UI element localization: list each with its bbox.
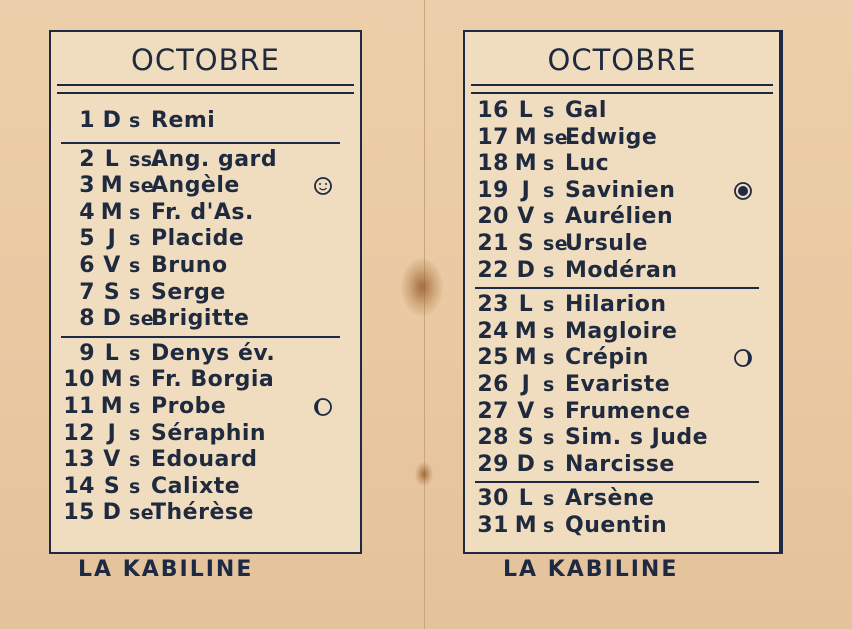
day-number: 11 [63,393,95,419]
day-row [51,394,360,421]
weekday-letter: M [514,512,538,538]
stain [415,462,433,486]
saint-name: Fr. Borgia [151,367,275,393]
month-title: OCTOBRE [547,43,697,77]
saint-prefix: s [129,369,141,392]
saint-prefix: s [543,373,555,396]
saint-name: Sim. s Jude [565,425,709,451]
weekday-letter: J [107,226,117,252]
day-list [465,94,779,540]
day-row [465,204,779,231]
week-divider [475,287,759,289]
saint-name: Angèle [151,173,240,199]
saint-prefix: s [129,110,141,132]
weekday-letter: S [103,473,121,499]
saint-name: Hilarion [565,292,667,318]
saint-name: Luc [565,151,610,177]
weekday-letter: D [516,451,536,477]
weekday-letter: M [514,318,538,344]
weekday-letter: L [518,292,534,318]
day-row [465,345,779,372]
day-row [51,200,360,227]
weekday-letter: M [100,199,124,225]
saint-prefix: s [129,228,141,251]
weekday-letter: V [517,398,535,424]
saint-prefix: se [129,308,155,331]
saint-name: Savinien [565,177,676,203]
saint-prefix: s [543,294,555,317]
weekday-letter: S [517,425,535,451]
day-number: 9 [79,340,95,366]
day-row [51,253,360,280]
saint-prefix: se [543,126,569,149]
day-number: 19 [477,177,509,203]
day-row [51,341,360,368]
full-moon-icon [313,176,333,196]
saint-prefix: s [543,206,555,229]
day-number: 23 [477,292,509,318]
day-row [51,367,360,394]
saint-name: Aurélien [565,204,674,230]
weekday-letter: M [514,151,538,177]
day-number: 27 [477,398,509,424]
weekday-letter: V [103,447,121,473]
weekday-letter: D [102,500,122,526]
day-row [51,108,360,135]
weekday-letter: D [102,306,122,332]
calendar-box-right [463,30,783,554]
day-number: 10 [63,367,95,393]
weekday-letter: V [103,252,121,278]
saint-prefix: s [543,453,555,476]
saint-name: Edwige [565,124,658,150]
weekday-letter: M [514,124,538,150]
saint-name: Placide [151,226,245,252]
saint-name: Bruno [151,252,228,278]
weekday-letter: L [104,146,120,172]
saint-prefix: s [543,427,555,450]
brand-footer: LA KABILINE [503,557,679,582]
saint-prefix: s [543,153,555,176]
day-list [51,94,360,527]
day-number: 6 [79,252,95,278]
weekday-letter: S [517,230,535,256]
day-row [51,421,360,448]
weekday-letter: D [102,108,122,133]
day-number: 24 [477,318,509,344]
weekday-letter: J [107,420,117,446]
saint-name: Thérèse [151,500,254,526]
last-quarter-moon-icon [313,397,333,417]
day-row [51,226,360,253]
saint-prefix: se [129,175,155,198]
day-row [51,147,360,174]
saint-prefix: s [543,320,555,343]
day-number: 1 [79,108,95,133]
day-row [465,231,779,258]
saint-name: Brigitte [151,306,250,332]
day-number: 7 [79,279,95,305]
day-row [465,178,779,205]
day-number: 2 [79,146,95,172]
saint-name: Remi [151,108,216,133]
double-rule [57,84,354,94]
stain [401,258,443,316]
saint-prefix: se [129,502,155,525]
day-row [465,151,779,178]
saint-prefix: se [543,232,569,255]
week-divider [61,142,340,144]
day-row [465,452,779,479]
saint-name: Evariste [565,371,671,397]
brand-footer: LA KABILINE [78,557,254,582]
day-number: 29 [477,451,509,477]
day-row [465,258,779,285]
saint-prefix: s [129,342,141,365]
saint-prefix: s [129,395,141,418]
weekday-letter: V [517,204,535,230]
day-row [51,474,360,501]
saint-name: Ursule [565,230,648,256]
weekday-letter: L [518,486,534,512]
saint-name: Edouard [151,447,258,473]
saint-prefix: s [543,514,555,537]
day-row [465,319,779,346]
saint-name: Crépin [565,345,649,371]
saint-prefix: s [129,449,141,472]
day-row [465,125,779,152]
weekday-letter: S [103,279,121,305]
saint-name: Modéran [565,257,678,283]
day-number: 12 [63,420,95,446]
saint-name: Fr. d'As. [151,199,254,225]
saint-name: Narcisse [565,451,675,477]
day-number: 15 [63,500,95,526]
saint-name: Denys év. [151,340,276,366]
saint-name: Frumence [565,398,691,424]
saint-name: Magloire [565,318,678,344]
day-number: 4 [79,199,95,225]
saint-name: Probe [151,393,227,419]
saint-name: Ang. gard [151,146,278,172]
saint-name: Séraphin [151,420,267,446]
day-number: 26 [477,371,509,397]
saint-prefix: s [129,254,141,277]
day-number: 22 [477,257,509,283]
double-rule [471,84,773,94]
weekday-letter: M [100,173,124,199]
day-number: 20 [477,204,509,230]
day-number: 16 [477,98,509,123]
day-number: 17 [477,124,509,150]
week-divider [475,481,759,483]
day-row [465,513,779,540]
saint-prefix: s [543,488,555,511]
weekday-letter: M [100,367,124,393]
day-row [465,98,779,125]
day-row [465,486,779,513]
saint-name: Serge [151,279,226,305]
saint-name: Gal [565,98,607,123]
day-number: 13 [63,447,95,473]
weekday-letter: M [514,345,538,371]
weekday-letter: L [104,340,120,366]
first-quarter-moon-icon [733,348,753,368]
day-row [51,306,360,333]
saint-prefix: s [543,347,555,370]
day-number: 14 [63,473,95,499]
calendar-box-left [49,30,362,554]
weekday-letter: J [521,177,531,203]
day-number: 25 [477,345,509,371]
day-row [465,372,779,399]
day-row [51,500,360,527]
saint-prefix: s [129,475,141,498]
day-row [465,425,779,452]
saint-prefix: s [129,201,141,224]
saint-prefix: ss. [129,148,161,171]
weekday-letter: L [518,98,534,123]
day-number: 28 [477,425,509,451]
saint-prefix: s [129,281,141,304]
saint-prefix: s [543,100,555,122]
saint-prefix: s [129,422,141,445]
day-row [465,292,779,319]
saint-name: Calixte [151,473,241,499]
day-number: 3 [79,173,95,199]
weekday-letter: J [521,371,531,397]
new-moon-icon [733,181,753,201]
day-row [51,280,360,307]
day-number: 31 [477,512,509,538]
day-number: 5 [79,226,95,252]
weekday-letter: M [100,393,124,419]
day-row [465,399,779,426]
day-row [51,447,360,474]
saint-name: Quentin [565,512,668,538]
saint-prefix: s [543,259,555,282]
day-number: 21 [477,230,509,256]
saint-prefix: s [543,400,555,423]
day-number: 8 [79,306,95,332]
day-number: 18 [477,151,509,177]
month-title: OCTOBRE [131,43,280,77]
day-row [51,173,360,200]
week-divider [61,336,340,338]
saint-prefix: s [543,179,555,202]
day-number: 30 [477,486,509,512]
weekday-letter: D [516,257,536,283]
saint-name: Arsène [565,486,655,512]
